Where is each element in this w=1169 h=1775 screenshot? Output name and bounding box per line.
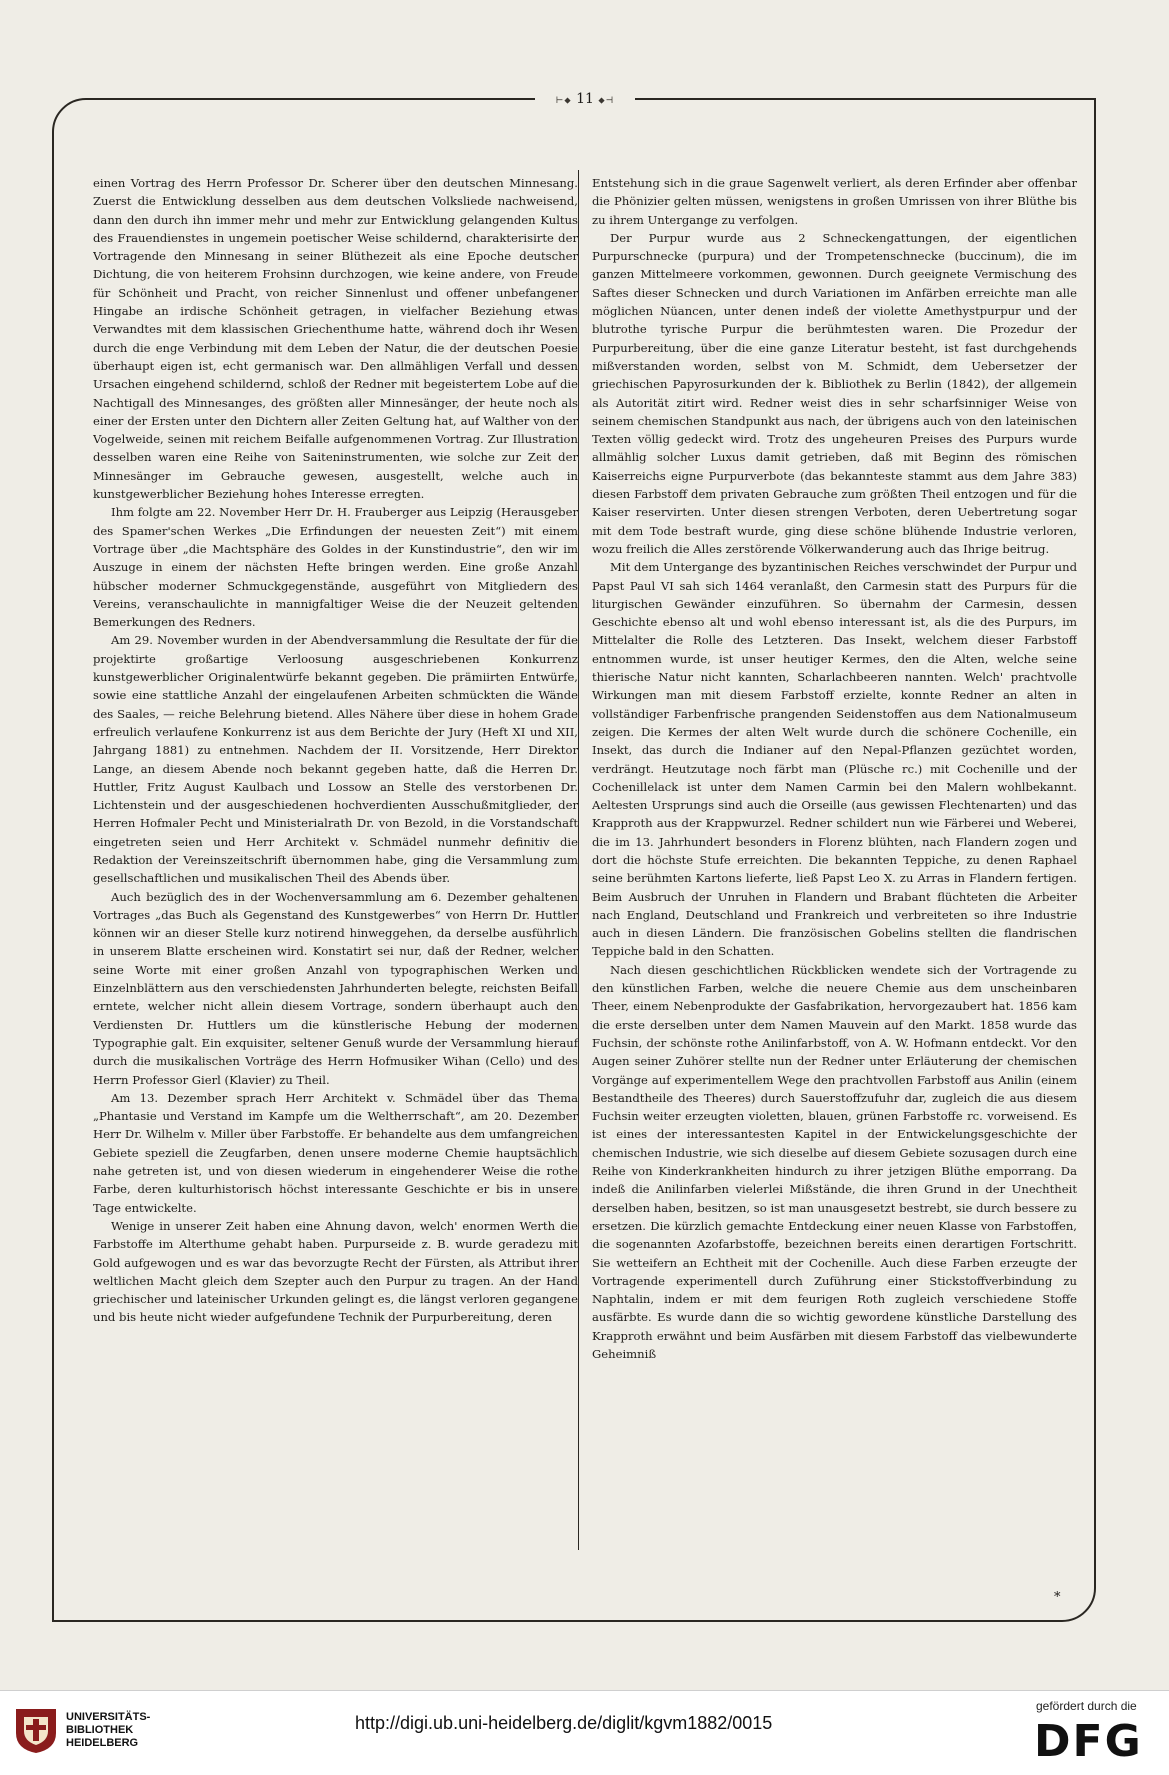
page-mark: *	[1054, 1590, 1061, 1605]
paragraph: Auch bezüglich des in der Wochenversammlung am 6. Dezember gehaltenen Vortrages „das Buch als Gegenstand des Kunstgewerbes“ von Herrn Dr. Huttler können wir an dieser Stelle kurz notirend hinweggehen, da derselbe ausführlich in unserem Blatte erscheinen wird. Konstatirt sei nur, daß der Redner, welcher seine Worte mit einer großen Anzahl von typographischen Werken und Einzelnblättern aus den verschiedensten Jahrhunderten belegte, reichsten Beifall erntete, welcher nicht allein diesem Vortrage, sondern überhaupt auch den Verdiensten Dr. Huttlers um die künstlerische Hebung der modernen Typographie galt. Ein exquisiter, seltener Genuß wurde der Versammlung hierauf durch die musikalischen Vorträge des Herrn Hofmusiker Wihan (Cello) und des Herrn Professor Gierl (Klavier) zu Theil.	[93, 889, 578, 1087]
column-divider	[578, 170, 579, 1550]
paragraph: Am 13. Dezember sprach Herr Architekt v. Schmädel über das Thema „Phantasie und Verstand im Kampfe um die Weltherrschaft“, am 20. Dezember Herr Dr. Wilhelm v. Miller über Farbstoffe. Er behandelte aus dem umfangreichen Gebiete speziell die Zeugfarben, denen unsere moderne Chemie hauptsächlich nahe getreten ist, und von diesen wiederum in eingehenderer Weise die rothe Farbe, deren kulturhistorisch höchst interessante Geschichte er bis in unsere Tage entwickelte.	[93, 1090, 578, 1215]
paragraph: einen Vortrag des Herrn Professor Dr. Scherer über den deutschen Minnesang. Zuerst die Entwicklung desselben aus dem deutschen Volksliede nachweisend, dann den durch ihn immer mehr und mehr zur Entwicklung gelangenden Kultus des Frauendienstes in ungemein poetischer Weise schildernd, charakterisirte der Vortragende den Minnesang in seiner Blüthezeit als eine Epoche deutscher Dichtung, die von heiterem Frohsinn durchzogen, wie keine andere, von Freude für Schönheit und Pracht, von reicher Sinnenlust und offener unbefangener Hingabe an irdische Schönheit getragen, in vielfacher Beziehung etwas Verwandtes mit dem klassischen Griechenthume hatte, während doch ihr Wesen durch die enge Verbindung mit dem Leben der Natur, die der deutschen Poesie überhaupt eigen ist, echt germanisch war. Den allmähligen Verfall und dessen Ursachen eingehend schildernd, schloß der Redner mit begeistertem Lobe auf die Nachtigall des Minnesanges, des größten aller Minnesänger, der heute noch als einer der Ersten unter den Dichtern aller Zeiten Geltung hat, auf Walther von der Vogelweide, seinen mit reichem Beifalle aufgenommenen Vortrag. Zur Illustration desselben waren eine Reihe von Saiteninstrumenten, wie solche zur Zeit der Minnesänger im Gebrauche gewesen, ausgestellt, welche auch in kunstgewerblicher Beziehung hohes Interesse erregten.	[93, 176, 578, 502]
funding-note: gefördert durch die	[1036, 1699, 1137, 1713]
paragraph: Ihm folgte am 22. November Herr Dr. H. Frauberger aus Leipzig (Herausgeber des Spamer'schen Werkes „Die Erfindungen der neuesten Zeit“) mit einem Vortrage über „die Machtsphäre des Goldes in der Kunstindustrie“, den wir im Auszuge in einem der nächsten Hefte bringen werden. Eine große Anzahl hübscher moderner Schmuckgegenstände, ausgeführt von Mitgliedern des Vereins, veranschaulichte in mannigfaltiger Weise die der Neuzeit geltenden Bemerkungen des Redners.	[93, 505, 578, 630]
paragraph: Nach diesen geschichtlichen Rückblicken wendete sich der Vortragende zu den künstlichen Farben, welche die neuere Chemie aus dem unscheinbaren Theer, einem Nebenprodukte der Gasfabrikation, hervorgezaubert hat. 1856 kam die erste derselben unter dem Namen Mauvein auf den Markt. 1858 wurde das Fuchsin, der schönste rothe Anilinfarbstoff, von A. W. Hofmann entdeckt. Vor den Augen seiner Zuhörer stellte nun der Redner unter Erläuterung der chemischen Vorgänge auf experimentellem Wege den prachtvollen Farbstoff aus Anilin (einem Bestandtheile des Theeres) durch Sauerstoffzufuhr dar, zugleich die aus diesem Fuchsin weiter erzeugten violetten, blauen, grünen Farbstoffe rc. vorweisend. Es ist eines der interessantesten Kapitel in der Entwickelungsgeschichte der chemischen Industrie, wie sich dieselbe auf diesem Gebiete sozusagen durch eine Reihe von Kinderkrankheiten hindurch zu ihrer jetzigen Blüthe emporrang. Da indeß die Anilinfarben vielerlei Mißstände, die ihren Grund in der Unechtheit derselben haben, besitzen, so ist man unausgesetzt bestrebt, sie durch bessere zu ersetzen. Die kürzlich gemachte Entdeckung einer neuen Klasse von Farbstoffen, die sogenannten Azofarbstoffe, bezeichnen bereits einen derartigen Fortschritt. Sie wetteifern an Echtheit mit der Cochenille. Auch diese Farben erzeugte der Vortragende experimentell durch Zuführung einer Stickstoffverbindung zu Naphtalin, indem er mit dem feurigen Roth zugleich verschiedene Stoffe ausfärbte. Es wurde dann die so wichtig gewordene künstliche Darstellung des Krapproth erwähnt und beim Ausfärben mit diesem Farbstoff das vielbewunderte Geheimniß	[592, 962, 1077, 1361]
permalink-url[interactable]: http://digi.ub.uni-heidelberg.de/diglit/kgvm1882/0015	[355, 1713, 773, 1733]
university-seal-icon[interactable]	[12, 1705, 60, 1755]
institution-name[interactable]: UNIVERSITÄTS- BIBLIOTHEK HEIDELBERG	[66, 1711, 151, 1749]
paragraph: Entstehung sich in die graue Sagenwelt verliert, als deren Erfinder aber offenbar die Phönizier gelten müssen, wenigstens in großen Umrissen von ihrer Blüthe bis zu ihrem Untergange zu verfolgen.	[592, 176, 1077, 227]
page-header	[535, 92, 635, 106]
right-text-column	[592, 174, 1077, 1544]
paragraph: Mit dem Untergange des byzantinischen Reiches verschwindet der Purpur und Papst Paul VI sah sich 1464 veranlaßt, den Carmesin statt des Purpurs für die liturgischen Gewänder einzuführen. So übernahm der Carmesin, dessen Geschichte ebenso alt und wohl ebenso interessant ist, als die des Purpurs, im Mittelalter die Rolle des Letzteren. Das Insekt, welchem dieser Farbstoff entnommen wurde, ist unser heutiger Kermes, den die Alten, welche seine thierische Natur nicht kannten, Scharlachbeeren nannten. Welch' prachtvolle Wirkungen man mit diesem Farbstoff erzielte, konnte Redner an alten in vollständiger Farbenfrische prangenden Seidenstoffen aus dem Nationalmuseum zeigen. Die Kermes der alten Welt wurde durch die schönere Cochenille, ein Insekt, das durch die Indianer auf den Nepal-Pflanzen gezüchtet worden, verdrängt. Heutzutage noch färbt man (Plüsche rc.) mit Cochenille und der Cochenillelack ist unter dem Namen Carmin bei den Malern wohlbekannt. Aeltesten Ursprungs sind auch die Orseille (aus gewissen Flechtenarten) und das Krapproth aus der Krappwurzel. Redner schildert nun wie Färberei und Weberei, die im 13. Jahrhundert besonders in Florenz blühten, nach Flandern zogen und dort die höchste Stufe erreichten. Die bekannten Teppiche, zu denen Raphael seine berühmten Kartons lieferte, ließ Papst Leo X. zu Arras in Flandern fertigen. Beim Ausbruch der Unruhen in Flandern und Brabant flüchteten die Arbeiter nach England, Deutschland und Frankreich und verbreiteten so ihre Industrie auch in diesen Ländern. Die französischen Gobelins stellten die flandrischen Teppiche bald in den Schatten.	[592, 560, 1077, 959]
paragraph: Der Purpur wurde aus 2 Schneckengattungen, der eigentlichen Purpurschnecke (purpura) und der Trompetenschnecke (buccinum), die im ganzen Mittelmeere vorkommen, gewonnen. Durch geeignete Vermischung des Saftes dieser Schnecken und durch Variationen im Anfärben erreichte man alle möglichen Nüancen, unter denen indeß der violette Amethystpurpur und der blutrothe tyrische Purpur die berühmtesten waren. Die Prozedur der Purpurbereitung, über die eine ganze Literatur besteht, ist fast durchgehends mißverstanden worden, selbst von M. Schmidt, dem Uebersetzer der griechischen Papyrosurkunden der k. Bibliothek zu Berlin (1842), der allgemein als Autorität zitirt wird. Redner weist dies in sehr scharfsinniger Weise von seinem chemischen Standpunkt aus nach, der übrigens auch von den lateinischen Texten völlig gedeckt wird. Trotz des ungeheuren Preises des Purpurs wurde allmählig solcher Luxus damit getrieben, daß mit Beginn des römischen Kaiserreichs eigne Purpurverbote (das bekannteste stammt aus dem Jahre 383) diesen Farbstoff dem privaten Gebrauche zum größten Theil entzogen und für die Kaiser reservirten. Unter diesen strengen Verboten, deren Uebertretung sogar mit dem Tode bestraft wurde, ging diese schöne blühende Industrie verloren, wozu freilich die Alles zerstörende Völkerwanderung auch das Ihrige beitrug.	[592, 230, 1077, 556]
left-text-column	[93, 174, 578, 1544]
page-number: 11	[576, 91, 594, 107]
header-ornament-left: ⊢⬥	[555, 96, 572, 106]
viewer-footer	[0, 1690, 1169, 1775]
paragraph: Wenige in unserer Zeit haben eine Ahnung davon, welch' enormen Werth die Farbstoffe im Alterthume gehabt haben. Purpurseide z. B. wurde geradezu mit Gold aufgewogen und es war das bevorzugte Recht der Fürsten, als Attribut ihrer weltlichen Macht gleich dem Szepter auch den Purpur zu tragen. An der Hand griechischer und lateinischer Urkunden gelingt es, die längst verloren gegangene und bis heute nicht wieder aufgefundene Technik der Purpurbereitung, deren	[93, 1218, 578, 1325]
dfg-logo[interactable]: DFG	[1034, 1716, 1143, 1767]
paragraph: Am 29. November wurden in der Abendversammlung die Resultate der für die projektirte großartige Verloosung ausgeschriebenen Konkurrenz kunstgewerblicher Originalentwürfe bekannt gegeben. Die prämiirten Entwürfe, sowie eine stattliche Anzahl der eingelaufenen Arbeiten schmückten die Wände des Saales, — reiche Belehrung bietend. Alles Nähere über diese in hohem Grade erfreulich verlaufene Konkurrenz ist aus dem Berichte der Jury (Heft XI und XII, Jahrgang 1881) zu entnehmen. Nachdem der II. Vorsitzende, Herr Direktor Lange, an diesem Abende noch bekannt gegeben hatte, daß die Herren Dr. Huttler, Fritz August Kaulbach und Lossow an Stelle des verstorbenen Dr. Lichtenstein und der ausgeschiedenen hochverdienten Ausschußmitglieder, der Herren Hofmaler Pecht und Ministerialrath Dr. von Bezold, in die Vorstandschaft eingetreten seien und Herr Architekt v. Schmädel nunmehr definitiv die Redaktion der Vereinszeitschrift übernommen habe, ging die Versammlung zum gesellschaftlichen und musikalischen Theil des Abends über.	[93, 633, 578, 886]
header-ornament-right: ⬥⊣	[598, 96, 615, 106]
